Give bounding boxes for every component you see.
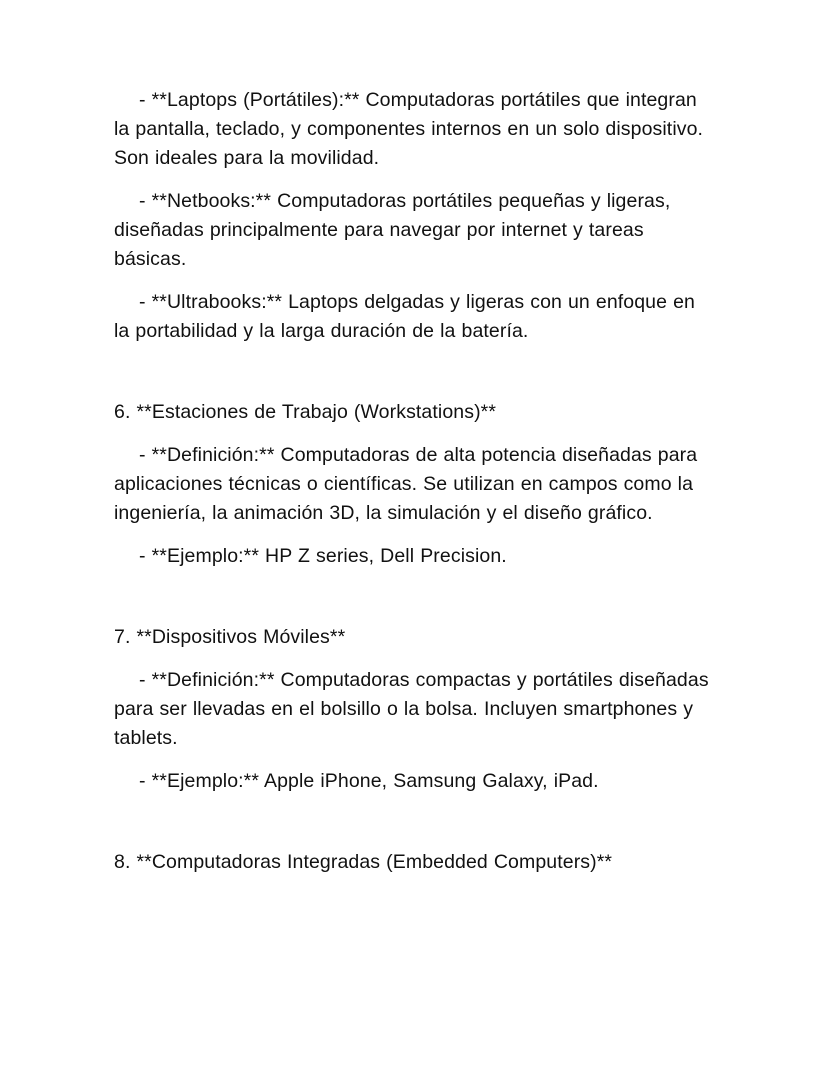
heading-workstations: 6. **Estaciones de Trabajo (Workstations)**	[114, 401, 497, 423]
heading-dispositivos-moviles: 7. **Dispositivos Móviles**	[114, 626, 346, 648]
paragraph-workstations-ejemplo: - **Ejemplo:** HP Z series, Dell Precision.	[139, 545, 507, 567]
paragraph-workstations-definicion: - **Definición:** Computadoras de alta potencia diseñadas para aplicaciones técnicas o científicas. Se utilizan en campos como la ingeniería, la animación 3D, la simulación y el diseño gráfico.	[114, 444, 698, 524]
paragraph-laptops: - **Laptops (Portátiles):** Computadoras portátiles que integran la pantalla, teclado, y componentes internos en un solo dispositivo. Son ideales para la movilidad.	[114, 89, 704, 169]
paragraph-moviles-definicion: - **Definición:** Computadoras compactas y portátiles diseñadas para ser llevadas en el bolsillo o la bolsa. Incluyen smartphones y tablets.	[114, 669, 709, 749]
paragraph-ultrabooks: - **Ultrabooks:** Laptops delgadas y ligeras con un enfoque en la portabilidad y la larga duración de la batería.	[114, 291, 695, 342]
heading-computadoras-integradas: 8. **Computadoras Integradas (Embedded Computers)**	[114, 851, 613, 873]
paragraph-moviles-ejemplo: - **Ejemplo:** Apple iPhone, Samsung Galaxy, iPad.	[139, 770, 599, 792]
paragraph-netbooks: - **Netbooks:** Computadoras portátiles pequeñas y ligeras, diseñadas principalmente para navegar por internet y tareas básicas.	[114, 190, 671, 270]
document-body	[114, 86, 710, 877]
